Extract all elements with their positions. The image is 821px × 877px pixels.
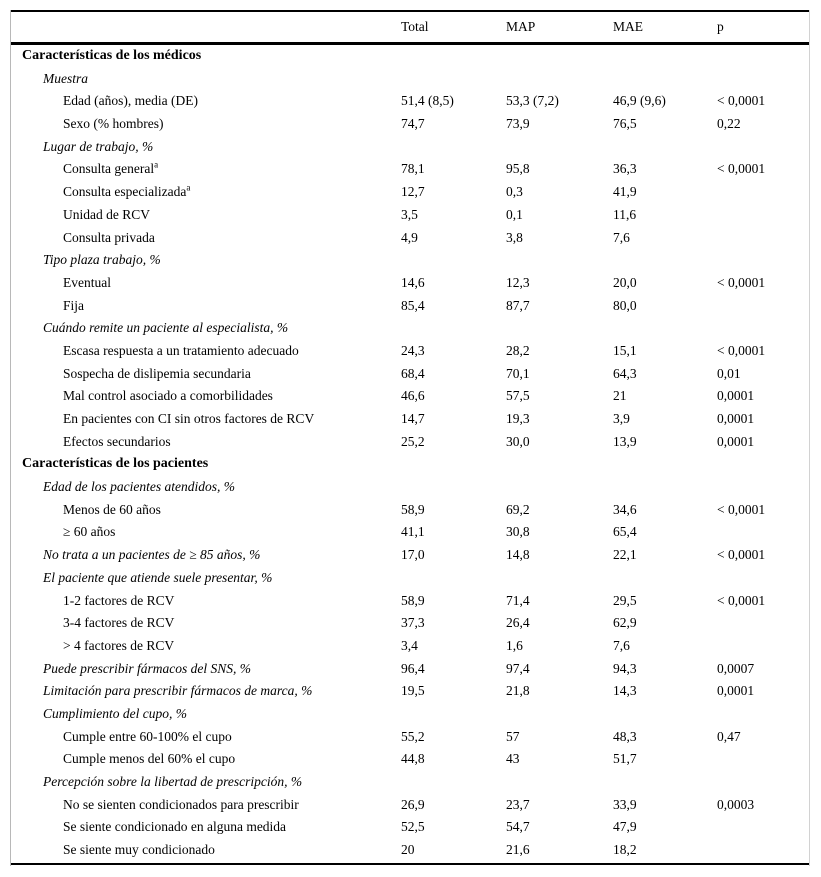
cell-total: 52,5 [401,819,425,835]
cell-p [717,567,809,590]
row-label: Sexo (% hombres) [63,116,164,132]
footnote-marker: a [154,159,159,170]
cell-total [401,771,506,794]
row-label: No trata a un pacientes de ≥ 85 años, % [43,547,261,563]
cell-p: < 0,0001 [717,547,766,563]
cell-mae: 94,3 [613,660,637,676]
cell-total: 14,6 [401,274,425,290]
cell-map: 21,6 [506,842,530,858]
cell-map: 23,7 [506,796,530,812]
cell-mae [613,45,717,68]
cell-map [506,249,613,272]
cell-map: 26,4 [506,615,530,631]
cell-map: 19,3 [506,411,530,426]
row-label: Tipo plaza trabajo, % [43,252,161,268]
cell-p: < 0,0001 [717,161,766,177]
cell-mae: 41,9 [613,184,637,200]
table-row [11,703,809,726]
cell-mae [613,703,717,726]
cell-total: 51,4 (8,5) [401,93,454,109]
cell-p: 0,47 [717,728,741,744]
cell-mae: 3,9 [613,411,630,426]
row-label: Características de los pacientes [22,456,209,472]
row-label: ≥ 60 años [63,524,116,540]
cell-map: 21,8 [506,683,530,699]
cell-p: < 0,0001 [717,501,766,517]
row-label: > 4 factores de RCV [63,637,175,653]
table-bottom-rule [11,863,809,865]
column-header-mae: MAE [613,19,643,34]
cell-mae: 46,9 (9,6) [613,93,666,109]
table-row [11,544,809,567]
row-label: Lugar de trabajo, % [43,138,154,154]
cell-mae: 34,6 [613,501,637,517]
cell-mae: 64,3 [613,365,637,381]
table-row [11,816,809,839]
cell-p [717,816,809,839]
row-label: Efectos secundarios [63,433,171,449]
cell-total [401,567,506,590]
cell-p [717,181,809,204]
cell-mae: 7,6 [613,229,630,245]
cell-map: 70,1 [506,365,530,381]
cell-map: 95,8 [506,161,530,177]
cell-total: 12,7 [401,184,425,200]
cell-total [401,703,506,726]
table-row [11,658,809,681]
cell-mae: 65,4 [613,524,637,540]
row-label: En pacientes con CI sin otros factores de RCV [63,411,315,426]
table-row [11,726,809,749]
cell-map: 57,5 [506,388,530,404]
column-header-p: p [717,19,724,34]
cell-p: 0,0001 [717,433,755,449]
cell-mae [613,476,717,499]
cell-p [717,295,809,318]
cell-total: 74,7 [401,116,425,132]
row-label: Características de los médicos [22,48,202,63]
cell-map: 30,8 [506,524,530,540]
cell-total: 55,2 [401,728,425,744]
cell-p: 0,0003 [717,796,755,812]
column-header-total: Total [401,19,429,34]
cell-total: 41,1 [401,524,425,540]
cell-total [401,453,506,476]
row-label: Puede prescribir fármacos del SNS, % [43,660,251,676]
table-row [11,476,809,499]
cell-p: 0,0001 [717,388,755,404]
cell-total: 37,3 [401,615,425,631]
row-label: 3-4 factores de RCV [63,615,175,631]
cell-total: 19,5 [401,683,425,699]
cell-p: 0,01 [717,365,741,381]
table-row [11,227,809,250]
cell-mae: 20,0 [613,274,637,290]
cell-total [401,68,506,91]
table-row [11,204,809,227]
cell-p: < 0,0001 [717,342,766,358]
cell-total [401,136,506,159]
table-row [11,521,809,544]
row-label: Muestra [43,70,88,86]
cell-total: 96,4 [401,660,425,676]
row-label: Cuándo remite un paciente al especialista, % [43,320,289,336]
cell-total: 3,5 [401,206,418,222]
cell-mae: 62,9 [613,615,637,631]
cell-total: 14,7 [401,411,425,426]
cell-total: 20 [401,842,415,858]
table-row [11,408,809,431]
cell-mae: 36,3 [613,161,637,177]
table-row [11,431,809,454]
table-row [11,612,809,635]
row-label: Sospecha de dislipemia secundaria [63,365,251,381]
cell-map: 3,8 [506,229,523,245]
table-row [11,158,809,181]
cell-p: < 0,0001 [717,274,766,290]
table-row [11,453,809,476]
results-table [10,10,810,866]
cell-map: 73,9 [506,116,530,132]
table-row [11,181,809,204]
row-label: Cumple menos del 60% el cupo [63,751,236,767]
cell-mae: 7,6 [613,637,630,653]
cell-total: 44,8 [401,751,425,767]
table-row [11,68,809,91]
cell-p [717,453,809,476]
cell-mae [613,771,717,794]
row-label: Edad (años), media (DE) [63,93,198,109]
cell-mae: 47,9 [613,819,637,835]
cell-p: < 0,0001 [717,592,766,608]
cell-map: 12,3 [506,274,530,290]
cell-total: 85,4 [401,297,425,313]
table-body [11,45,809,862]
cell-map [506,45,613,68]
cell-total: 4,9 [401,229,418,245]
row-label: Consulta general$^a$ [63,159,159,177]
cell-p [717,476,809,499]
cell-mae: 18,2 [613,842,637,858]
cell-map [506,317,613,340]
cell-p [717,317,809,340]
table-row [11,567,809,590]
cell-p [717,521,809,544]
cell-map: 0,3 [506,184,523,200]
row-label: Menos de 60 años [63,501,161,517]
cell-total: 46,6 [401,388,425,404]
row-label: Limitación para prescribir fármacos de marca, % [43,683,313,699]
cell-mae: 33,9 [613,796,637,812]
cell-total: 58,9 [401,592,425,608]
cell-total: 17,0 [401,547,425,563]
cell-p [717,227,809,250]
cell-p [717,45,809,68]
row-label: Eventual [63,274,111,290]
cell-map: 57 [506,728,520,744]
cell-p [717,635,809,658]
cell-p [717,68,809,91]
table-row [11,90,809,113]
row-label: Unidad de RCV [63,206,150,222]
cell-mae: 21 [613,388,627,404]
cell-total: 26,9 [401,796,425,812]
table-row [11,499,809,522]
row-label: Cumple entre 60-100% el cupo [63,728,232,744]
cell-map: 97,4 [506,660,530,676]
cell-total: 25,2 [401,433,425,449]
table-row [11,590,809,613]
cell-p: 0,0001 [717,683,755,699]
cell-map: 53,3 (7,2) [506,93,559,109]
table-row [11,136,809,159]
table-row [11,680,809,703]
cell-p: < 0,0001 [717,93,766,109]
row-label: 1-2 factores de RCV [63,592,175,608]
cell-mae: 13,9 [613,433,637,449]
cell-p [717,839,809,862]
cell-map: 43 [506,751,520,767]
cell-map: 71,4 [506,592,530,608]
cell-map [506,453,613,476]
cell-p [717,748,809,771]
table-row [11,839,809,862]
cell-total: 24,3 [401,342,425,358]
cell-map [506,476,613,499]
table-row [11,272,809,295]
table-row [11,385,809,408]
row-label: Consulta especializada$^a$ [63,182,191,200]
cell-p [717,612,809,635]
table-row [11,363,809,386]
cell-mae: 15,1 [613,342,637,358]
cell-mae: 11,6 [613,206,637,222]
row-label: Escasa respuesta a un tratamiento adecuado [63,342,299,358]
cell-mae: 76,5 [613,116,637,132]
cell-mae [613,317,717,340]
cell-total: 3,4 [401,637,418,653]
cell-map [506,136,613,159]
column-header-empty [11,12,401,42]
footnote-marker: a [186,182,191,193]
table-row [11,113,809,136]
cell-mae [613,249,717,272]
cell-map [506,703,613,726]
cell-map: 28,2 [506,342,530,358]
cell-total: 78,1 [401,161,425,177]
row-label: Se siente condicionado en alguna medida [63,819,287,835]
cell-mae [613,567,717,590]
cell-map [506,567,613,590]
table-row [11,317,809,340]
cell-mae: 48,3 [613,728,637,744]
row-label: Se siente muy condicionado [63,842,215,858]
row-label: El paciente que atiende suele presentar, % [43,569,273,585]
table-row [11,771,809,794]
cell-map: 87,7 [506,297,530,313]
cell-p: 0,22 [717,116,741,132]
column-header-map: MAP [506,19,536,34]
cell-map: 54,7 [506,819,530,835]
row-label: Cumplimiento del cupo, % [43,705,187,721]
row-label: Mal control asociado a comorbilidades [63,388,273,404]
cell-p [717,771,809,794]
table-row [11,45,809,68]
cell-mae: 14,3 [613,683,637,699]
table-row [11,635,809,658]
row-label: Edad de los pacientes atendidos, % [43,479,235,495]
cell-total [401,249,506,272]
cell-p [717,136,809,159]
table-header-row [11,12,809,42]
cell-total [401,317,506,340]
cell-map: 1,6 [506,637,523,653]
cell-mae: 51,7 [613,751,637,767]
cell-p [717,249,809,272]
cell-map: 69,2 [506,501,530,517]
row-label: Percepción sobre la libertad de prescripción, % [43,774,303,789]
cell-p [717,703,809,726]
cell-mae [613,68,717,91]
cell-map: 0,1 [506,206,523,222]
table-row [11,748,809,771]
cell-map [506,68,613,91]
cell-mae [613,136,717,159]
row-label: Consulta privada [63,229,155,245]
row-label: Fija [63,297,85,313]
table-row [11,340,809,363]
table-row [11,295,809,318]
cell-total [401,476,506,499]
cell-total [401,45,506,68]
row-label: No se sienten condicionados para prescribir [63,796,299,812]
cell-p [717,204,809,227]
cell-p: 0,0001 [717,411,755,426]
cell-mae: 80,0 [613,297,637,313]
cell-p: 0,0007 [717,660,755,676]
cell-map: 30,0 [506,433,530,449]
table-row [11,794,809,817]
cell-total: 58,9 [401,501,425,517]
cell-mae: 22,1 [613,547,637,563]
cell-mae [613,453,717,476]
cell-mae: 29,5 [613,592,637,608]
cell-map [506,771,613,794]
cell-total: 68,4 [401,365,425,381]
table-row [11,249,809,272]
cell-map: 14,8 [506,547,530,563]
